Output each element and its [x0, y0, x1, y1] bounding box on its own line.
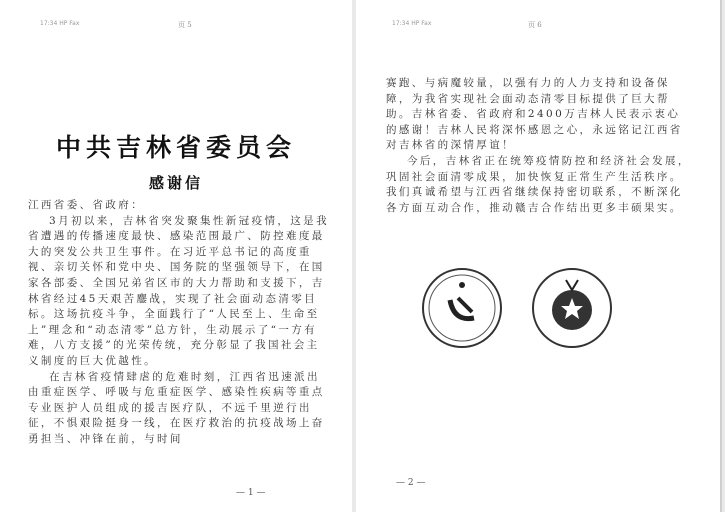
page-header: 页 6: [528, 21, 542, 29]
letter-page-2: [356, 0, 722, 512]
government-seal: [532, 268, 612, 348]
letter-page-1: [0, 0, 352, 512]
letter-body: [386, 76, 692, 216]
fax-header: 17:34 HP Fax: [392, 20, 432, 27]
salutation: 江西省委、省政府：: [28, 199, 145, 211]
page-number: — 1 —: [236, 488, 266, 498]
party-committee-seal: [422, 268, 502, 348]
letter-subtitle: 感谢信: [148, 174, 203, 192]
paragraph: 在吉林省疫情肆虐的危难时刻，江西省迅速派出由重症医学、呼吸与危重症医学、感染性疾病等重点专业医护人员组成的援吉医疗队，不远千里逆行出征，不惧艰险挺身一线，在医疗救治的抗疫战场上奋勇担当、冲锋在前，与时间: [28, 370, 325, 445]
paragraph: 3月初以来，吉林省突发聚集性新冠疫情，这是我省遭遇的传播速度最快、感染范围最广、防控难度最大的突发公共卫生事件。在习近平总书记的高度重视、亲切关怀和党中央、国务院的坚强领导下，在国家各部委、全国兄弟省区市的大力帮助和支援下，吉林省经过45天艰苦鏖战，实现了社会面动态清零目标。这场抗疫斗争，全面践行了“人民至上、生命至上”理念和“动态清零”总方针，生动展示了“一方有难，八方支援”的光荣传统，充分彰显了我国社会主义制度的巨大优越性。: [28, 214, 329, 367]
letter-title: 中共吉林省委员会: [55, 133, 296, 162]
paragraph: 赛跑、与病魔较量，以强有力的人力支持和设备保障，为我省实现社会面动态清零目标提供了巨大帮助。吉林省委、省政府和2400万吉林人民表示衷心的感谢！吉林人民将深怀感恩之心，永远铭记江西省对吉林省的深情厚谊！: [386, 77, 683, 152]
page-number: — 2 —: [396, 478, 426, 488]
letter-body: [28, 198, 332, 448]
fax-header: 17:34 HP Fax: [40, 20, 80, 27]
paragraph: 今后，吉林省正在统筹疫情防控和经济社会发展，巩固社会面清零成果，加快恢复正常生产生活秩序。我们真诚希望与江西省继续保持密切联系，不断深化各方面互动合作，推动赣吉合作结出更多丰硕果实。: [386, 154, 691, 214]
page-header: 页 5: [178, 21, 192, 29]
